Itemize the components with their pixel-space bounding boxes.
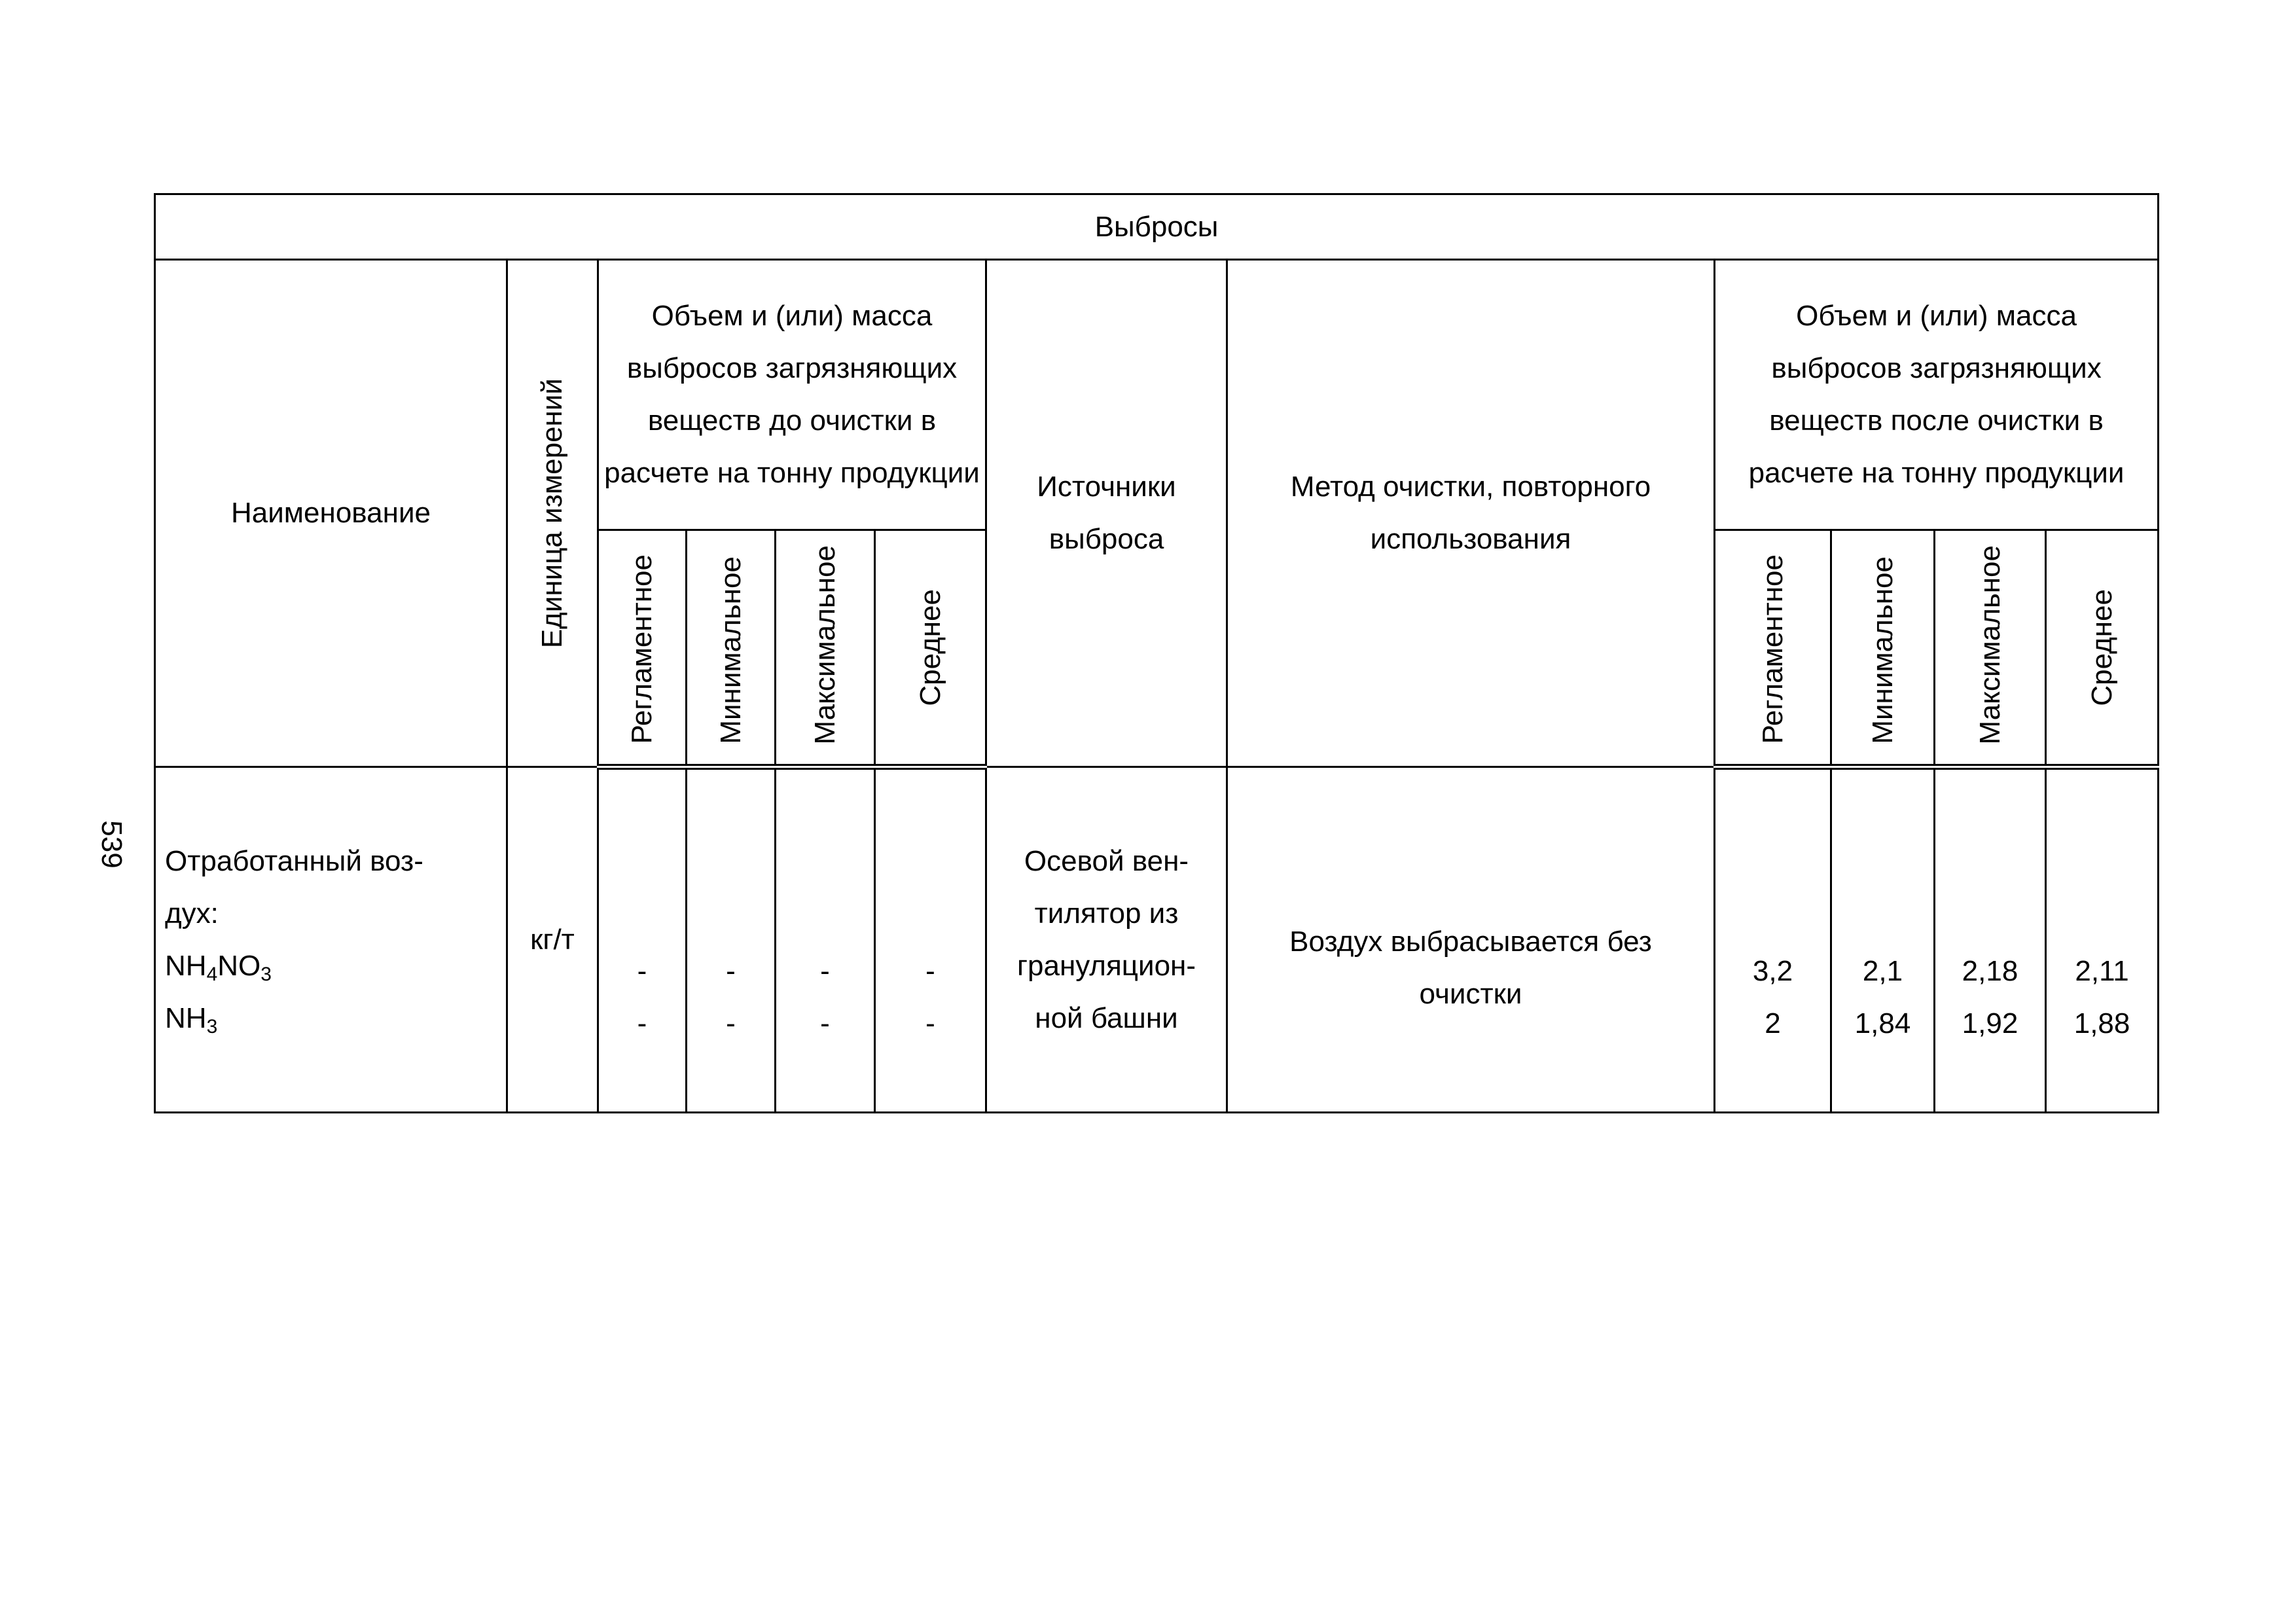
emissions-table bbox=[154, 193, 2159, 1113]
header-before-minimum: Минимальное bbox=[687, 530, 776, 767]
table-row bbox=[155, 767, 2159, 1113]
formula-ammonia: $NH_3$ bbox=[165, 1001, 218, 1038]
header-after-average: Среднее bbox=[2046, 530, 2159, 767]
header-emission-source: Источники выброса bbox=[986, 260, 1227, 767]
header-cleaning-method: Метод очистки, повторного использования bbox=[1227, 260, 1715, 767]
header-after-regulatory: Регламентное bbox=[1715, 530, 1831, 767]
page-number: 539 bbox=[96, 820, 128, 869]
header-after-maximum: Максимальное bbox=[1935, 530, 2046, 767]
after-average-cell: 2,11 1,88 bbox=[2046, 767, 2159, 1113]
emission-source-cell: Осевой вен- тилятор из грануляцион- ной башни bbox=[986, 767, 1227, 1113]
table-title: Выбросы bbox=[155, 194, 2159, 260]
header-after-minimum: Минимальное bbox=[1831, 530, 1935, 767]
header-after-cleaning: Объем и (или) масса выбросов загрязняющих веществ после очистки в расчете на тонну продукции bbox=[1715, 260, 2159, 530]
formula-ammonium-nitrate: $NH_4NO_3$ bbox=[165, 949, 272, 985]
after-regulatory-cell: 3,2 2 bbox=[1715, 767, 1831, 1113]
before-average-cell: - - bbox=[875, 767, 986, 1113]
row-unit: кг/т bbox=[507, 767, 598, 1113]
before-minimum-cell: - - bbox=[687, 767, 776, 1113]
before-regulatory-cell: - - bbox=[598, 767, 687, 1113]
header-unit: Единица измерений bbox=[507, 260, 598, 767]
header-before-cleaning: Объем и (или) масса выбросов загрязняющих веществ до очистки в расчете на тонну продукции bbox=[598, 260, 986, 530]
header-before-maximum: Максимальное bbox=[776, 530, 875, 767]
cleaning-method-cell: Воздух выбрасывается без очистки bbox=[1227, 767, 1715, 1113]
header-before-average: Среднее bbox=[875, 530, 986, 767]
header-before-regulatory: Регламентное bbox=[598, 530, 687, 767]
after-maximum-cell: 2,18 1,92 bbox=[1935, 767, 2046, 1113]
before-maximum-cell: - - bbox=[776, 767, 875, 1113]
header-name: Наименование bbox=[155, 260, 507, 767]
row-name: Отработанный воз- дух: $NH_4NO_3$ $NH_3$ bbox=[155, 767, 507, 1113]
after-minimum-cell: 2,1 1,84 bbox=[1831, 767, 1935, 1113]
